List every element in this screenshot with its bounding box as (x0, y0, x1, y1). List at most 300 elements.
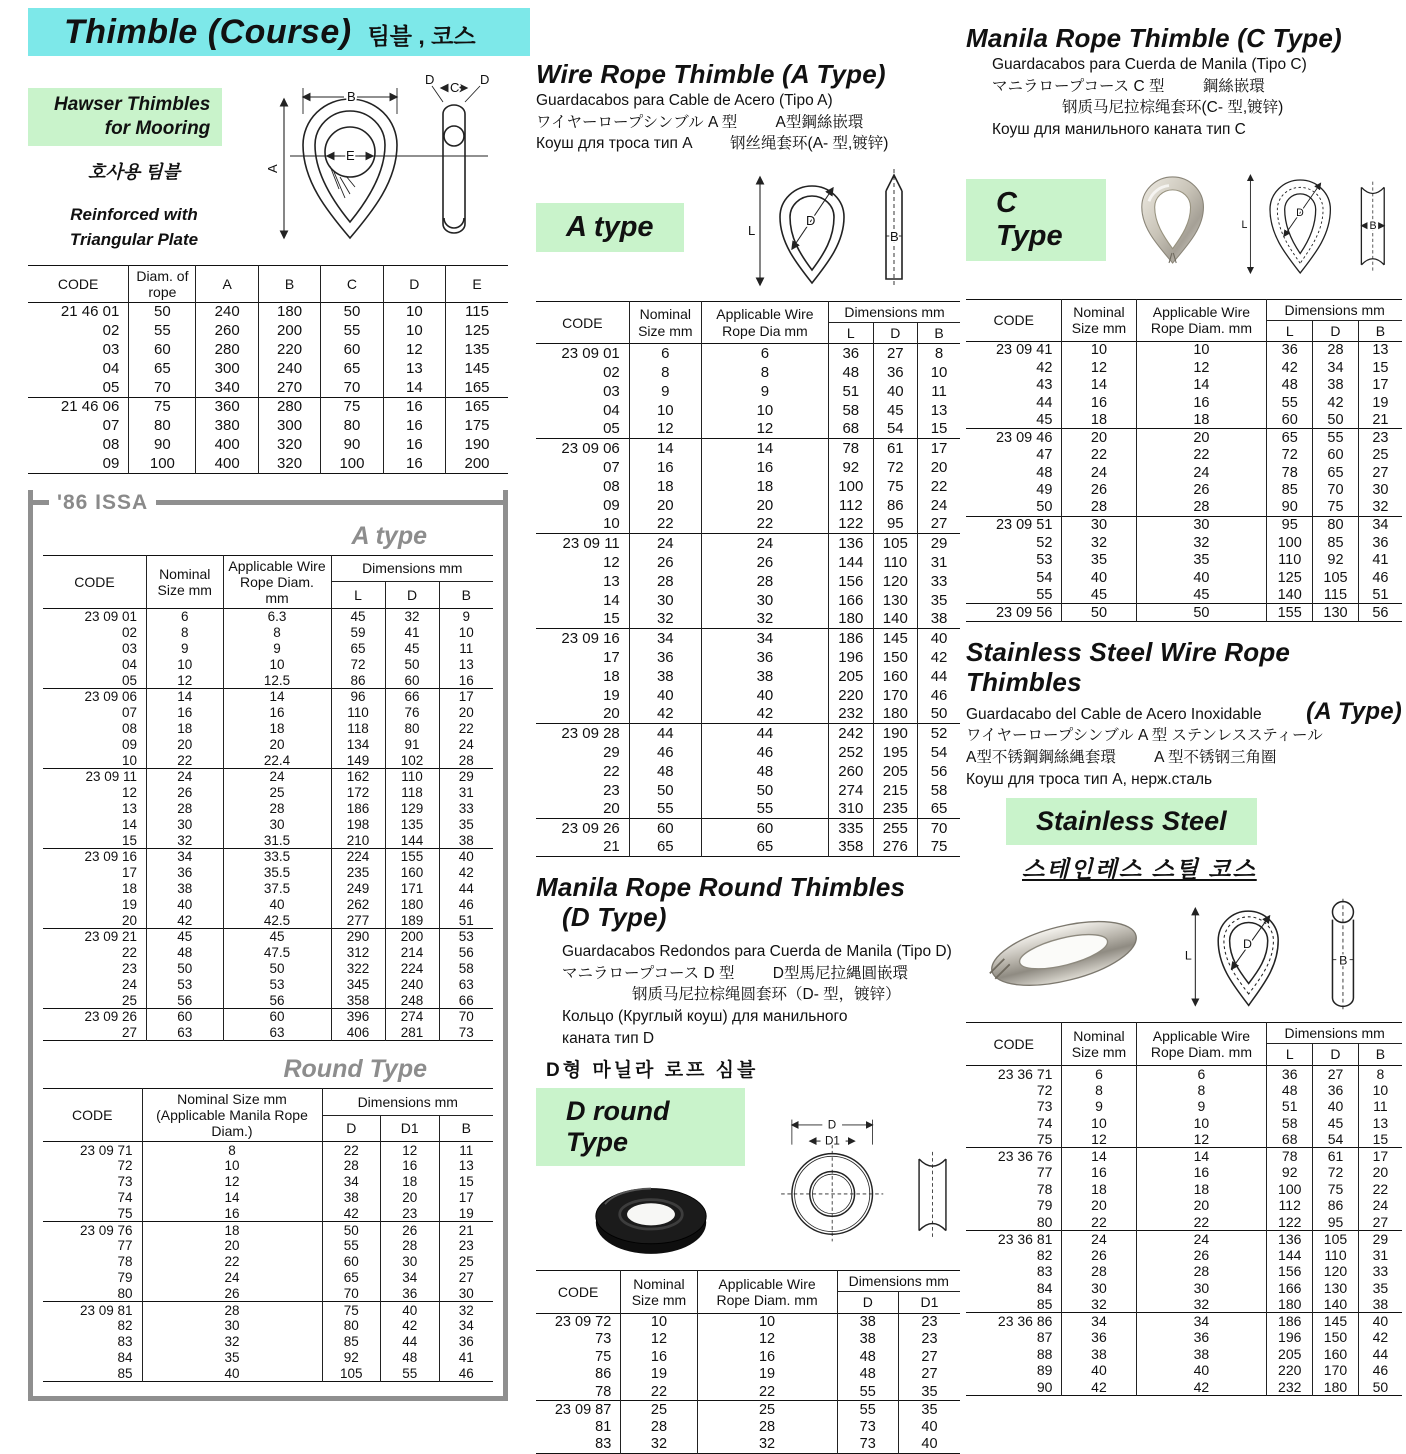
value-cell: 80 (322, 1318, 381, 1334)
value-cell: 70 (918, 819, 960, 838)
table-row (536, 1331, 960, 1349)
value-cell: 38 (918, 610, 960, 629)
dimensions-group-header: Dimensions mm (829, 301, 960, 322)
code-cell: 20 (603, 800, 620, 818)
stainless-ru: Коуш для троса тип A, нерж.сталь (966, 770, 1213, 788)
code-cell: 89 (1036, 1362, 1053, 1379)
value-cell: 90 (321, 435, 383, 454)
code-cell: 81 (595, 1418, 612, 1435)
table-row-group (28, 397, 508, 473)
code-cell: 23 09 16 (561, 629, 620, 647)
code-cell: 73 (1036, 1098, 1053, 1115)
value-cell: 40 (147, 896, 224, 912)
stainless-dim-d-label: D (1242, 937, 1252, 952)
value-cell: 150 (873, 648, 918, 667)
wire-a-jp-line (536, 112, 960, 134)
value-cell: 30 (701, 591, 828, 610)
value-cell: 86 (873, 496, 918, 515)
value-cell: 38 (147, 880, 224, 896)
code-cell: 23 09 87 (554, 1401, 612, 1418)
table-row (43, 1142, 493, 1158)
value-cell: 17 (1358, 1148, 1402, 1165)
value-cell: 45 (873, 401, 918, 420)
code-cell: 77 (117, 1238, 133, 1254)
value-cell: 8 (701, 363, 828, 382)
value-cell: 120 (873, 572, 918, 591)
value-cell: 27 (1358, 464, 1402, 482)
stainless-title-line2: (A Type) (1306, 697, 1402, 725)
value-cell: 35 (898, 1401, 960, 1419)
value-cell: 155 (385, 848, 439, 864)
code-cell: 19 (121, 896, 137, 912)
value-cell: 280 (258, 397, 320, 416)
code-cell: 20 (603, 705, 620, 723)
value-cell: 276 (873, 838, 918, 857)
table-row-group (43, 848, 493, 928)
value-cell: 40 (898, 1436, 960, 1454)
d-round-table (536, 1270, 960, 1453)
value-cell: 290 (331, 928, 385, 944)
table-row (536, 762, 960, 781)
code-cell: 85 (117, 1366, 133, 1381)
value-cell: 10 (223, 656, 331, 672)
column-header: CODE (993, 1035, 1034, 1052)
value-cell: 45 (1062, 586, 1136, 604)
value-cell: 34 (1136, 1313, 1267, 1330)
table-row (966, 534, 1402, 552)
value-cell: 45 (147, 928, 224, 944)
value-cell: 20 (142, 1238, 322, 1254)
value-cell: 34 (1358, 516, 1402, 534)
header-row (536, 301, 960, 322)
header-row (43, 1088, 493, 1115)
value-cell: 8 (223, 624, 331, 640)
value-cell: 23 (439, 1238, 493, 1254)
value-cell: 16 (383, 397, 445, 416)
value-cell: 42.5 (223, 912, 331, 928)
value-cell: 36 (439, 1334, 493, 1350)
code-cell: 07 (102, 417, 120, 435)
value-cell: 65 (322, 1270, 381, 1286)
code-cell: 02 (102, 322, 120, 340)
table-row (536, 1313, 960, 1331)
value-cell: 38 (1313, 376, 1359, 394)
value-cell: 60 (321, 340, 383, 359)
value-cell: 50 (1358, 1379, 1402, 1396)
value-cell: 60 (629, 819, 701, 838)
value-cell: 220 (1267, 1362, 1313, 1379)
code-cell: 79 (117, 1270, 133, 1286)
value-cell: 125 (446, 321, 508, 340)
table-row-group (536, 819, 960, 857)
table-row-group (536, 629, 960, 724)
code-cell: 43 (1036, 377, 1053, 394)
table-row (536, 1348, 960, 1366)
value-cell: 32 (385, 608, 439, 624)
code-cell: 05 (121, 672, 137, 688)
a-type-dim-b-label: B (889, 228, 899, 244)
value-cell: 12 (697, 1331, 837, 1349)
value-cell: 35 (918, 591, 960, 610)
value-cell: 118 (385, 784, 439, 800)
value-cell: 34 (1062, 1313, 1136, 1330)
value-cell: 86 (331, 672, 385, 688)
table-row (536, 553, 960, 572)
code-cell: 09 (121, 736, 137, 752)
value-cell: 50 (321, 302, 383, 321)
value-cell: 30 (147, 816, 224, 832)
value-cell: 171 (385, 880, 439, 896)
table-row (536, 724, 960, 743)
value-cell: 22 (621, 1383, 697, 1401)
value-cell: 36 (701, 648, 828, 667)
value-cell: 255 (873, 819, 918, 838)
dimension-column-header: B (1358, 320, 1402, 341)
value-cell: 10 (383, 321, 445, 340)
value-cell: 12 (383, 340, 445, 359)
table-row (966, 446, 1402, 464)
value-cell: 30 (629, 591, 701, 610)
main-title-banner (28, 8, 530, 56)
value-cell: 144 (829, 553, 874, 572)
code-cell: 80 (117, 1286, 133, 1301)
code-cell: 14 (121, 816, 137, 832)
table-row (536, 686, 960, 705)
value-cell: 129 (385, 800, 439, 816)
issa-tag: '86 ISSA (57, 490, 149, 514)
value-cell: 55 (381, 1366, 440, 1382)
value-cell: 8 (629, 363, 701, 382)
dimension-column-header: B (1358, 1044, 1402, 1065)
value-cell: 240 (385, 976, 439, 992)
value-cell: 6 (1062, 1065, 1136, 1082)
value-cell: 30 (142, 1318, 322, 1334)
value-cell: 20 (439, 704, 493, 720)
wire-a-title: Wire Rope Thimble (A Type) (536, 59, 886, 89)
value-cell: 100 (321, 454, 383, 473)
value-cell: 274 (829, 781, 874, 800)
value-cell: 16 (439, 672, 493, 688)
value-cell: 358 (331, 992, 385, 1008)
dimensions-group-header: Dimensions mm (1267, 1023, 1402, 1044)
table-row (43, 1238, 493, 1254)
value-cell: 22 (1062, 446, 1136, 464)
code-cell: 21 46 06 (60, 398, 120, 416)
value-cell: 15 (1358, 1131, 1402, 1148)
value-cell: 16 (383, 454, 445, 473)
value-cell: 68 (1267, 1131, 1313, 1148)
table-row (966, 341, 1402, 359)
value-cell: 120 (1313, 1263, 1359, 1280)
value-cell: 40 (1062, 569, 1136, 587)
table-row (966, 1346, 1402, 1363)
value-cell: 36 (1136, 1329, 1267, 1346)
header-row (536, 1271, 960, 1292)
stainless-badge-wrap (1006, 798, 1402, 845)
value-cell: 224 (331, 848, 385, 864)
value-cell: 18 (1062, 1181, 1136, 1198)
value-cell: 65 (1267, 429, 1313, 447)
code-cell: 17 (121, 864, 137, 880)
table-row (43, 976, 493, 992)
dimension-column-header: D (837, 1292, 898, 1313)
c-type-dim-b-label: B (1369, 219, 1377, 232)
value-cell: 26 (1136, 1247, 1267, 1264)
value-cell: 37.5 (223, 880, 331, 896)
value-cell: 205 (829, 667, 874, 686)
header-row (966, 1023, 1402, 1044)
value-cell: 38 (629, 667, 701, 686)
stainless-table (966, 1022, 1402, 1395)
table-row-group (43, 688, 493, 768)
value-cell: 18 (147, 720, 224, 736)
value-cell: 300 (258, 416, 320, 435)
table-row (43, 896, 493, 912)
hawser-note (28, 202, 240, 253)
code-cell: 23 09 26 (561, 819, 620, 837)
table-row (966, 1148, 1402, 1165)
value-cell: 320 (258, 435, 320, 454)
table-header (536, 1271, 960, 1313)
value-cell: 48 (381, 1350, 440, 1366)
value-cell: 36 (829, 344, 874, 363)
c-type-photo (1126, 161, 1219, 279)
value-cell: 115 (446, 302, 508, 321)
value-cell: 36 (1313, 1082, 1359, 1099)
value-cell: 156 (1267, 1263, 1313, 1280)
value-cell: 12 (629, 420, 701, 439)
code-cell: 53 (1036, 552, 1053, 569)
value-cell: 44 (629, 724, 701, 743)
table-row-group (966, 604, 1402, 622)
stainless-title-line1: Stainless Steel Wire Rope Thimbles (966, 636, 1291, 697)
value-cell: 10 (1062, 341, 1136, 359)
table-row (536, 496, 960, 515)
wire-a-ru-line (536, 133, 960, 155)
value-cell: 22 (701, 515, 828, 534)
value-cell: 10 (621, 1313, 697, 1331)
value-cell: 110 (385, 768, 439, 784)
table-row (43, 672, 493, 688)
code-cell: 23 09 51 (995, 517, 1053, 534)
value-cell: 130 (1313, 604, 1359, 622)
value-cell: 14 (223, 688, 331, 704)
code-cell: 75 (1036, 1131, 1053, 1148)
value-cell: 32 (147, 832, 224, 848)
value-cell: 34 (439, 1318, 493, 1334)
code-cell: 78 (1036, 1180, 1053, 1197)
value-cell: 27 (1358, 1214, 1402, 1231)
value-cell: 50 (129, 302, 196, 321)
stainless-es: Guardacabo del Cable de Acero Inoxidable (966, 705, 1262, 723)
value-cell: 10 (697, 1313, 837, 1331)
value-cell: 8 (918, 344, 960, 363)
a-type-dim-l-label: L (747, 222, 755, 238)
code-cell: 03 (603, 382, 620, 400)
value-cell: 48 (629, 762, 701, 781)
value-cell: 10 (918, 363, 960, 382)
value-cell: 65 (701, 838, 828, 857)
value-cell: 44 (1358, 1346, 1402, 1363)
code-cell: 23 36 76 (997, 1148, 1053, 1165)
header-row (43, 555, 493, 582)
value-cell: 16 (383, 416, 445, 435)
value-cell: 30 (223, 816, 331, 832)
value-cell: 32 (629, 610, 701, 629)
column-header: CODE (557, 1283, 599, 1300)
value-cell: 31 (1358, 1247, 1402, 1264)
value-cell: 170 (873, 686, 918, 705)
value-cell: 274 (385, 1008, 439, 1024)
code-cell: 77 (1036, 1164, 1053, 1181)
manila-d-ru2: каната тип D (562, 1029, 655, 1047)
value-cell: 14 (701, 439, 828, 458)
stainless-dim-b-label: B (1339, 953, 1348, 968)
value-cell: 100 (1267, 534, 1313, 552)
value-cell: 14 (1062, 1148, 1136, 1165)
value-cell: 56 (223, 992, 331, 1008)
issa-legend (33, 490, 503, 516)
code-cell: 55 (1036, 586, 1053, 603)
value-cell: 53 (439, 928, 493, 944)
value-cell: 55 (1313, 429, 1359, 447)
value-cell: 166 (1267, 1280, 1313, 1297)
hawser-dim-a-label: A (265, 164, 280, 173)
value-cell: 30 (1136, 516, 1267, 534)
value-cell: 34 (381, 1270, 440, 1286)
value-cell: 220 (829, 686, 874, 705)
manila-d-title-line2: (D Type) (562, 902, 667, 933)
code-cell: 23 09 56 (995, 604, 1053, 621)
value-cell: 45 (385, 640, 439, 656)
value-cell: 16 (1136, 394, 1267, 412)
value-cell: 31.5 (223, 832, 331, 848)
a-type-badge-row (536, 161, 960, 295)
value-cell: 8 (142, 1142, 322, 1158)
value-cell: 40 (439, 848, 493, 864)
value-cell: 165 (446, 378, 508, 397)
round-type-table (43, 1088, 493, 1382)
column-header: E (446, 265, 508, 302)
value-cell: 186 (1267, 1313, 1313, 1330)
value-cell: 22 (1136, 446, 1267, 464)
value-cell: 60 (1313, 446, 1359, 464)
value-cell: 8 (1062, 1082, 1136, 1099)
table-row (43, 608, 493, 624)
code-cell: 02 (121, 624, 137, 640)
table-row (43, 960, 493, 976)
table-row (536, 1366, 960, 1384)
code-cell: 78 (117, 1254, 133, 1270)
value-cell: 16 (147, 704, 224, 720)
table-row (43, 944, 493, 960)
code-cell: 07 (603, 458, 620, 476)
issa-rule-right (156, 500, 503, 505)
value-cell: 149 (331, 752, 385, 768)
column-header: Applicable Wire Rope Diam. mm (223, 555, 331, 608)
value-cell: 42 (147, 912, 224, 928)
column-header: CODE (57, 275, 99, 292)
code-cell: 23 09 72 (554, 1314, 612, 1331)
value-cell: 95 (1267, 516, 1313, 534)
d-round-dim-d-label: D (827, 1118, 836, 1132)
value-cell: 277 (331, 912, 385, 928)
table-row-group (43, 1302, 493, 1382)
value-cell: 85 (322, 1334, 381, 1350)
issa-a-type-table (43, 555, 493, 1041)
table-row-group (966, 1065, 1402, 1148)
value-cell: 75 (1313, 499, 1359, 517)
value-cell: 14 (383, 378, 445, 397)
table-row (43, 768, 493, 784)
value-cell: 110 (331, 704, 385, 720)
code-cell: 22 (603, 762, 620, 780)
table-row (966, 516, 1402, 534)
column-header: B (258, 265, 320, 302)
table-row (536, 401, 960, 420)
value-cell: 220 (258, 340, 320, 359)
value-cell: 11 (439, 640, 493, 656)
value-cell: 63 (147, 1024, 224, 1040)
value-cell: 10 (1062, 1115, 1136, 1132)
value-cell: 16 (621, 1348, 697, 1366)
dimensions-group-header: Dimensions mm (331, 555, 493, 582)
table-row (536, 781, 960, 800)
code-cell: 23 09 01 (84, 609, 137, 625)
value-cell: 48 (837, 1366, 898, 1384)
value-cell: 22 (322, 1142, 381, 1158)
value-cell: 6 (701, 344, 828, 363)
manila-d-title-line1: Manila Rope Round Thimbles (536, 872, 906, 903)
value-cell: 196 (1267, 1329, 1313, 1346)
value-cell: 61 (873, 439, 918, 458)
value-cell: 40 (701, 686, 828, 705)
value-cell: 36 (1358, 534, 1402, 552)
left-column (28, 8, 508, 1401)
value-cell: 20 (918, 458, 960, 477)
code-cell: 82 (117, 1318, 133, 1334)
table-row (966, 1230, 1402, 1247)
value-cell: 105 (1313, 1230, 1359, 1247)
value-cell: 26 (629, 553, 701, 572)
value-cell: 10 (142, 1158, 322, 1174)
value-cell: 75 (321, 397, 383, 416)
value-cell: 160 (385, 864, 439, 880)
value-cell: 122 (1267, 1214, 1313, 1231)
code-cell: 45 (1036, 411, 1053, 428)
code-cell: 23 09 71 (79, 1142, 133, 1158)
value-cell: 53 (147, 976, 224, 992)
value-cell: 28 (1136, 1263, 1267, 1280)
value-cell: 46 (1358, 1362, 1402, 1379)
value-cell: 65 (321, 359, 383, 378)
value-cell: 16 (697, 1348, 837, 1366)
table-row-group (966, 341, 1402, 429)
column-header: C (321, 265, 383, 302)
code-cell: 83 (117, 1334, 133, 1350)
table-row (43, 1302, 493, 1318)
value-cell: 20 (1136, 429, 1267, 447)
value-cell: 26 (381, 1222, 440, 1238)
wire-a-ru: Коуш для троса тип A (536, 135, 692, 153)
table-row (43, 992, 493, 1008)
code-cell: 19 (603, 686, 620, 704)
value-cell: 66 (439, 992, 493, 1008)
column-header: D (383, 265, 445, 302)
value-cell: 23 (898, 1313, 960, 1331)
value-cell: 24 (1062, 464, 1136, 482)
value-cell: 270 (258, 378, 320, 397)
